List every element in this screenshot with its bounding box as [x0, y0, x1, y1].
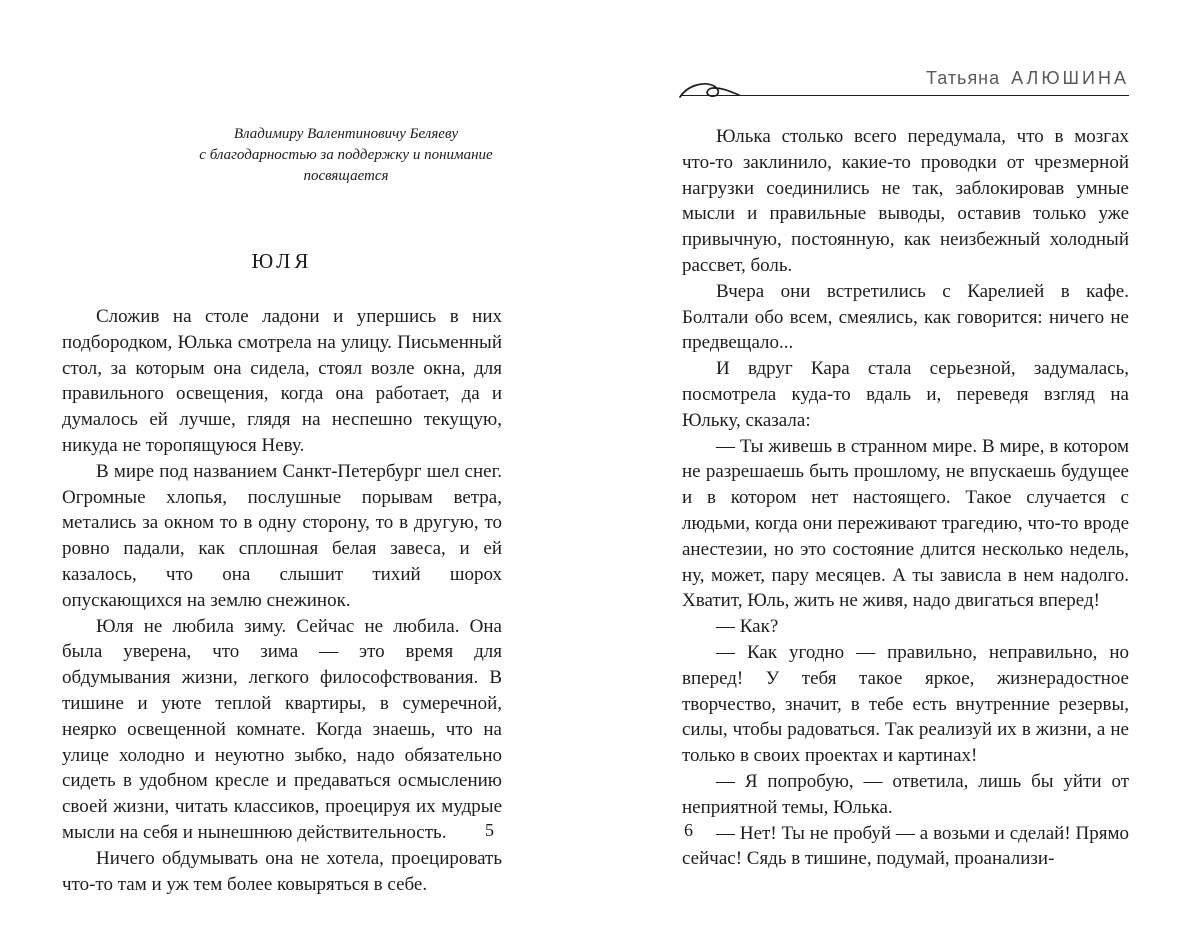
- paragraph: — Как?: [716, 616, 779, 638]
- header-rule: [682, 95, 1129, 96]
- paragraph: Сложив на столе ладони и упершись в них подбородком, Юлька смотрела на улицу. Письменный стол, за которым она сидела, стоял возле окна, для правильного освещения, когда она работает, да и думалось ей лучше, глядя на неспешно текущую, никуда не торопящуюся Неву.: [62, 306, 502, 456]
- chapter-title: ЮЛЯ: [251, 249, 313, 273]
- author-first-name: Татьяна: [926, 68, 1001, 88]
- page-number-left: 5: [485, 820, 494, 840]
- calligraphic-flourish-icon: [678, 80, 740, 106]
- right-page: [682, 0, 1129, 872]
- paragraph: Юля не любила зиму. Сейчас не любила. Она была уверена, что зима — это время для обдумывания жизни, легкого философствования. В тишине и уюте теплой квартиры, в сумеречной, неярко освещенной комнате. Когда знаешь, что на улице холодно и неуютно зыбко, надо обязательно сидеть в удобном кресле и предаваться осмыслению своей жизни, читать классиков, проецируя их мудрые мысли на себя и нынешнюю действительность.: [62, 615, 502, 843]
- paragraph: Юлька столько всего передумала, что в мозгах что-то заклинило, какие-то проводки от чрезмерной нагрузки соединились не так, заблокировав умные мысли и правильные выводы, оставив только уже привычную, постоянную, как неизбежный холодный рассвет, боль.: [682, 126, 1129, 276]
- author-name: [926, 68, 1129, 89]
- paragraph: — Нет! Ты не пробуй — а возьми и сделай! Прямо сейчас! Сядь в тишине, подумай, проанализи-: [682, 822, 1129, 870]
- right-page-body: [682, 124, 1129, 872]
- paragraph: — Ты живешь в странном мире. В мире, в котором не разрешаешь быть прошлому, не впускаешь будущее и в котором нет настоящего. Такое случается с людьми, когда они переживают трагедию, что-то вроде анестезии, но это состояние длится несколько недель, ну, может, пару месяцев. А ты зависла в нем надолго. Хватит, Юль, жить не живя, надо двигаться вперед!: [682, 435, 1129, 612]
- dedication-line: Владимиру Валентиновичу Беляеву: [233, 126, 459, 142]
- paragraph: — Я попробую, — ответила, лишь бы уйти от неприятной темы, Юлька.: [682, 770, 1129, 818]
- left-page-body: [62, 304, 502, 897]
- paragraph: Вчера они встретились с Карелией в кафе. Болтали обо всем, смеялись, как говорится: ничего не предвещало...: [682, 280, 1129, 354]
- author-last-name: АЛЮШИНА: [1011, 68, 1129, 88]
- paragraph: В мире под названием Санкт-Петербург шел снег. Огромные хлопья, послушные порывам ветра, метались за окном то в одну сторону, то в другую, то ровно падали, как сплошная белая завеса, и ей казалось, что она слышит тихий шорох опускающихся на землю снежинок.: [62, 460, 502, 611]
- page-number-right: 6: [684, 820, 693, 840]
- running-header: [682, 68, 1129, 102]
- paragraph: Ничего обдумывать она не хотела, проецировать что-то там и уж тем более ковыряться в себе.: [62, 847, 502, 895]
- dedication-line: посвящается: [303, 168, 389, 184]
- left-page: [62, 0, 502, 897]
- dedication: [190, 124, 502, 187]
- dedication-line: с благодарностью за поддержку и понимание: [199, 147, 493, 163]
- paragraph: И вдруг Кара стала серьезной, задумалась, посмотрела куда-то вдаль и, переведя взгляд на Юльку, сказала:: [682, 358, 1129, 431]
- paragraph: — Как угодно — правильно, неправильно, но вперед! У тебя такое яркое, жизнерадостное творчество, значит, в тебе есть внутренние резервы, силы, чтобы радоваться. Так реализуй их в жизни, а не только в своих проектах и картинах!: [682, 641, 1129, 767]
